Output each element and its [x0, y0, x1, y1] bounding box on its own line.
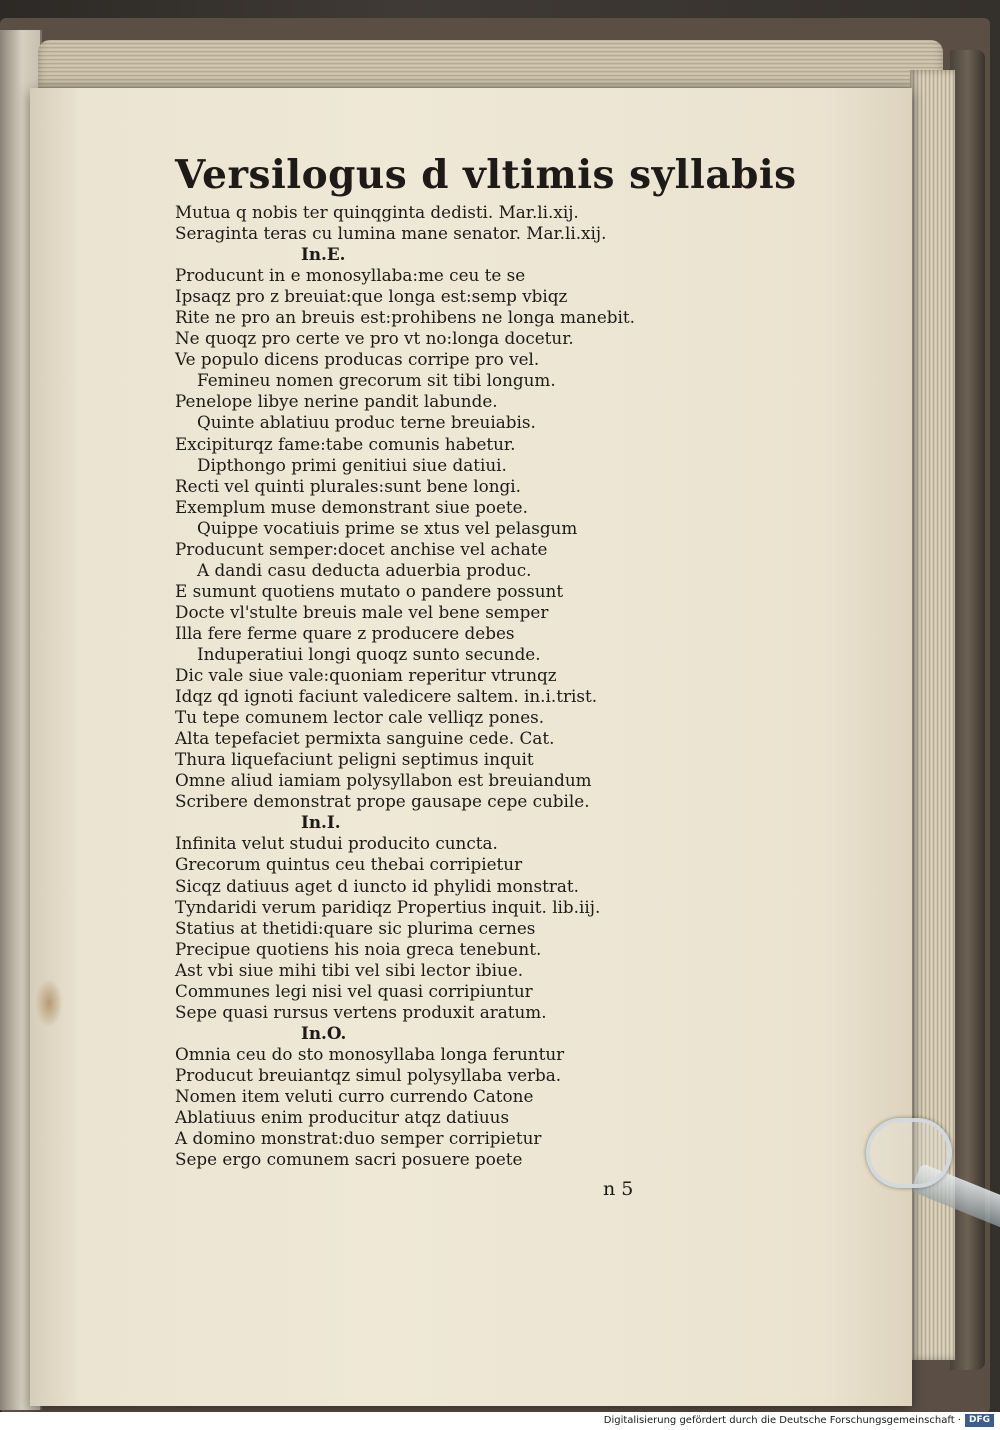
section-heading: In.I. — [301, 812, 341, 833]
verse-line: Tyndaridi verum paridiqz Propertius inquit. lib.iij. — [175, 896, 601, 917]
verse-line: Producunt semper:docet anchise vel achate — [175, 538, 548, 559]
verse-line: Quinte ablatiuu produc terne breuiabis. — [197, 412, 536, 433]
book-page — [30, 88, 912, 1406]
verse-line: Producut breuiantqz simul polysyllaba verba. — [175, 1064, 562, 1085]
verse-line: Induperatiui longi quoqz sunto secunde. — [197, 643, 541, 664]
verse-line: Statius at thetidi:quare sic plurima cernes — [175, 917, 536, 938]
footer-credit: Digitalisierung gefördert durch die Deutsche Forschungsgemeinschaft · — [603, 1415, 961, 1426]
verse-line: Dic vale siue vale:quoniam reperitur vtrunqz — [175, 665, 557, 686]
verse-line: Communes legi nisi vel quasi corripiuntur — [175, 980, 533, 1001]
verse-line: Nomen item veluti curro currendo Catone — [175, 1085, 534, 1106]
verse-line: Femineu nomen grecorum sit tibi longum. — [197, 370, 556, 391]
verse-line: Tu tepe comunem lector cale velliqz pones. — [175, 707, 545, 728]
page-heading: Versilogus d vltimis syllabis — [175, 152, 797, 198]
page-edges-top — [38, 40, 943, 92]
text-block — [175, 150, 875, 1170]
verse-line: Penelope libye nerine pandit labunde. — [175, 391, 498, 412]
verse-line: Ast vbi siue mihi tibi vel sibi lector ibiue. — [175, 959, 524, 980]
verse-line: Ablatiuus enim producitur atqz datiuus — [175, 1107, 510, 1128]
verse-line: Docte vl'stulte breuis male vel bene semper — [175, 601, 549, 622]
clamp-loop — [866, 1118, 952, 1188]
section-heading: In.E. — [301, 244, 346, 265]
verse-line: Ne quoqz pro certe ve pro vt no:longa docetur. — [175, 328, 574, 349]
verse-line: Illa fere ferme quare z producere debes — [175, 622, 515, 643]
dfg-logo[interactable]: DFG — [965, 1414, 994, 1427]
verse-line: Thura liquefaciunt peligni septimus inquit — [175, 749, 534, 770]
verse-line: E sumunt quotiens mutato o pandere possunt — [175, 580, 564, 601]
verse-line: Infinita velut studui producito cuncta. — [175, 833, 498, 854]
verse-line: Exemplum muse demonstrant siue poete. — [175, 496, 528, 517]
verse-line: Omne aliud iamiam polysyllabon est breuiandum — [175, 770, 592, 791]
signature-mark: n 5 — [603, 1178, 634, 1200]
verse-line: Quippe vocatiuis prime se xtus vel pelasgum — [197, 517, 578, 538]
section-heading: In.O. — [301, 1022, 347, 1043]
verse-line: A domino monstrat:duo semper corripietur — [175, 1128, 542, 1149]
footer-bar — [0, 1412, 1000, 1430]
verse-line: Grecorum quintus ceu thebai corripietur — [175, 854, 523, 875]
paper-stain — [36, 980, 62, 1026]
verse-line: Recti vel quinti plurales:sunt bene longi. — [175, 475, 521, 496]
verse-line: Ve populo dicens producas corripe pro vel. — [175, 349, 540, 370]
verse-line: Ipsaqz pro z breuiat:que longa est:semp vbiqz — [175, 286, 568, 307]
verse-line: Dipthongo primi genitiui siue datiui. — [197, 454, 507, 475]
page-clamp — [866, 1118, 1000, 1200]
verse-line: Rite ne pro an breuis est:prohibens ne longa manebit. — [175, 307, 635, 328]
verse-line: Mutua q nobis ter quinqginta dedisti. Mar.li.xij. — [175, 202, 579, 222]
verse-line: Alta tepefaciet permixta sanguine cede. Cat. — [175, 728, 555, 749]
verse-line: Producunt in e monosyllaba:me ceu te se — [175, 265, 526, 286]
verse-line: Omnia ceu do sto monosyllaba longa feruntur — [175, 1043, 565, 1064]
verse-line: Sicqz datiuus aget d iuncto id phylidi monstrat. — [175, 875, 579, 896]
verse-line: Scribere demonstrat prope gausape cepe cubile. — [175, 791, 590, 812]
verse-line: Excipiturqz fame:tabe comunis habetur. — [175, 433, 516, 454]
verse-line: A dandi casu deducta aduerbia produc. — [197, 559, 532, 580]
verse-lines — [175, 202, 875, 1170]
verse-line: Precipue quotiens his noia greca tenebunt. — [175, 938, 542, 959]
verse-line: Sepe quasi rursus vertens produxit aratum. — [175, 1001, 547, 1022]
verse-line: Seraginta teras cu lumina mane senator. Mar.li.xij. — [175, 223, 607, 244]
verse-line: Idqz qd ignoti faciunt valedicere saltem. in.i.trist. — [175, 686, 598, 707]
verse-line: Sepe ergo comunem sacri posuere poete — [175, 1149, 523, 1170]
